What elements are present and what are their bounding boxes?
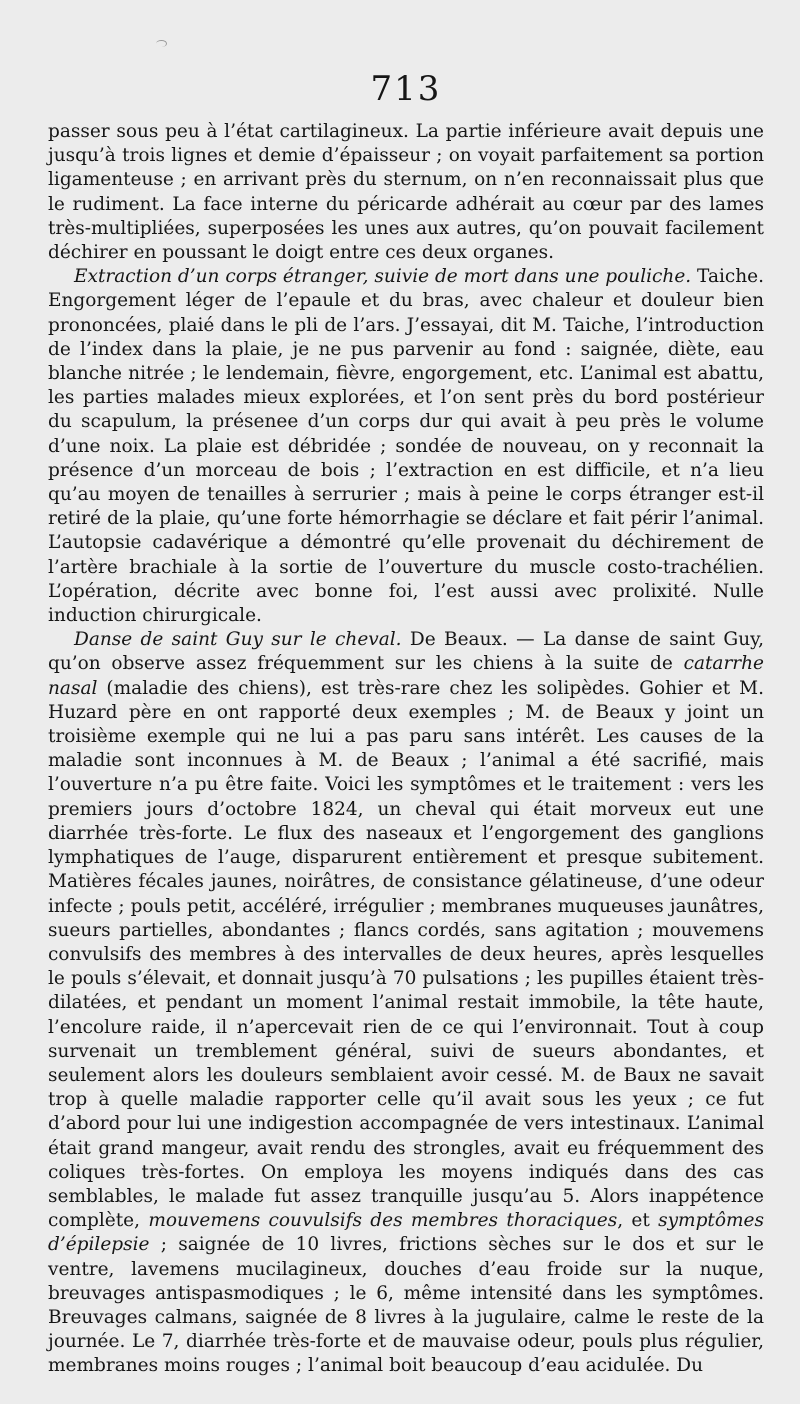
italic-term: mouvemens couvulsifs des membres thoraciques <box>148 1210 618 1232</box>
paragraph-text: Taiche. Engorgement léger de l’epaule et du bras, avec chaleur et douleur bien prononcées, plaié dans le pli de l’ars. J’essayai, dit M. Taiche, l’introduction de l’index dans la plaie, je ne pus parvenir au fond : saignée, diète, eau blanche nitrée ; le lendemain, fièvre, engorgement, etc. L’animal est abattu, les parties malades mieux explorées, et l’on sent près du bord postérieur du scapulum, la présenee d’un corps dur qui avait à peu près le volume d’une noix. La plaie est débridée ; sondée de nouveau, on y reconnait la présence d’un morceau de bois ; l’extraction en est difficile, et n’a lieu qu’au moyen de tenailles à serrurier ; mais à peine le corps étranger est-il retiré de la plaie, qu’une forte hémorrhagie se déclare et fait périr l’animal. L’autopsie cadavérique a démontré qu’elle provenait du déchirement de l’artère brachiale à la sortie de l’ouverture du muscle costo-trachélien. L’opération, décrite avec bonne foi, l’est aussi avec prolixité. Nulle induction chirurgicale. <box>48 266 764 627</box>
italic-term: symptômes d’épilepsie <box>48 1210 764 1256</box>
paragraph-text: (maladie des chiens), est très-rare chez les solipèdes. Gohier et M. Huzard père en ont rapporté deux exemples ; M. de Beaux y joint un troisième exemple qui ne lui a pas paru sans intérêt. Les causes de la maladie sont inconnues à M. de Beaux ; l’animal a été sacrifié, mais l’ouverture n’a pu être faite. Voici les symptômes et le traitement : vers les premiers jours d’octobre 1824, un cheval qui était morveux eut une diarrhée très-forte. Le flux des naseaux et l’engorgement des ganglions lymphatiques de l’auge, disparurent entièrement et presque subitement. Matières fécales jaunes, noirâtres, de consistance gélatineuse, d’une odeur infecte ; pouls petit, accéléré, irrégulier ; membranes muqueuses jaunâtres, sueurs partielles, abondantes ; flancs cordés, sans agitation ; mouvemens convulsifs des membres à des intervalles de deux heures, après lesquelles le pouls s’élevait, et donnait jusqu’à 70 pulsations ; les pupilles étaient très-dilatées, et pendant un moment l’animal restait immobile, la tête haute, l’encolure raide, il n’apercevait rien de ce qui l’environnait. Tout à coup survenait un tremblement général, suivi de sueurs abondantes, et seulement alors les douleurs semblaient avoir cessé. M. de Baux ne savait trop à quelle maladie rapporter celle qu’il avait sous les yeux ; ce fut d’abord pour lui une indigestion accompagnée de vers intestinaux. L’animal était grand mangeur, avait rendu des strongles, avait eu fréquemment des coliques très-fortes. On employa les moyens indiqués dans des cas semblables, le malade fut assez tranquille jusqu’au 5. Alors inappétence complète, <box>48 677 764 1232</box>
paper-mark <box>156 40 167 47</box>
paragraph-text: passer sous peu à l’état cartilagineux. La partie inférieure avait depuis une jusqu’à trois lignes et demie d’épaisseur ; on voyait parfaitement sa portion ligamenteuse ; en arrivant près du sternum, on n’en reconnaissait plus que le rudiment. La face interne du péricarde adhérait au cœur par des lames très-multipliées, superposées les unes aux autres, qu’on pouvait facilement déchirer en poussant le doigt entre ces deux organes. <box>48 121 764 264</box>
paragraph-extraction-corps-etranger <box>48 265 764 628</box>
paragraph-text: De Beaux. — La danse de saint Guy, qu’on observe assez fréquemment sur les chiens à la suite de <box>48 629 764 675</box>
paragraph-danse-saint-guy <box>48 628 764 1378</box>
page-body <box>48 120 764 1379</box>
italic-term: catarrhe nasal <box>48 653 764 699</box>
paragraph-text: , et <box>617 1210 659 1232</box>
paragraph-heading: Extraction d’un corps étranger, suivie de mort dans une pouliche. <box>74 266 692 288</box>
page-number: 713 <box>370 69 442 109</box>
paragraph-text: ; saignée de 10 livres, frictions sèches sur le dos et sur le ventre, lavemens mucilagineux, douches d’eau froide sur la nuque, breuvages antispasmodiques ; le 6, même intensité dans les symptômes. Breuvages calmans, saignée de 8 livres à la jugulaire, calme le reste de la journée. Le 7, diarrhée très-forte et de mauvaise odeur, pouls plus régulier, membranes moins rouges ; l’animal boit beaucoup d’eau acidulée. Du <box>48 1234 764 1377</box>
paragraph-heading: Danse de saint Guy sur le cheval. <box>74 629 402 651</box>
paragraph-pericarde <box>48 120 764 265</box>
